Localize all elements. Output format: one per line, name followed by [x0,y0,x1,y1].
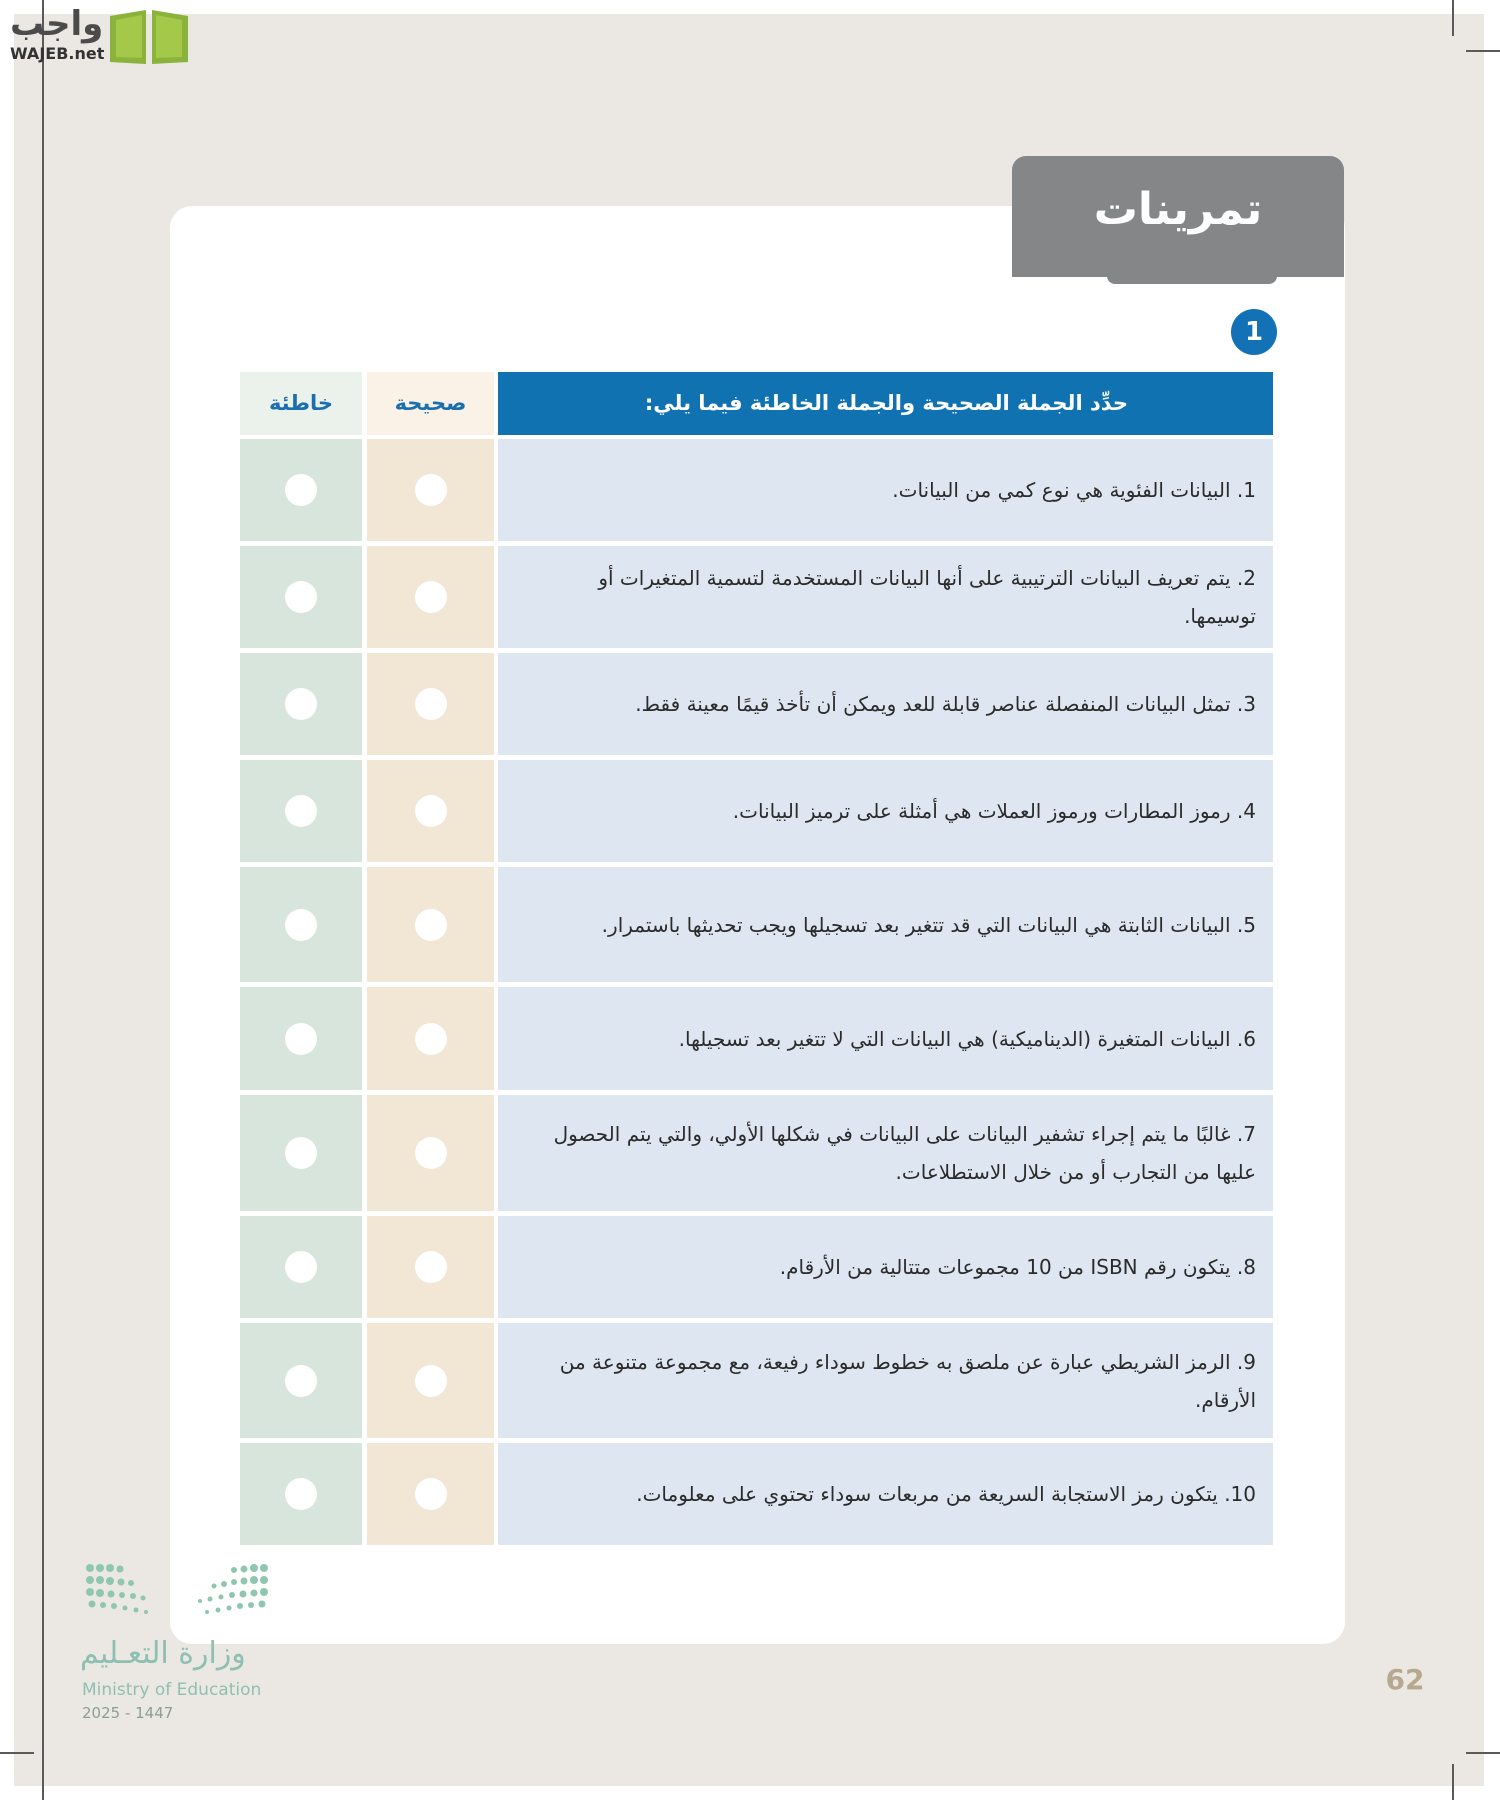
true-cell [367,987,494,1090]
table-row [240,760,1273,862]
statement-text: 2. يتم تعريف البيانات الترتيبية على أنها البيانات المستخدمة لتسمية المتغيرات أو توسيمها. [498,546,1273,648]
true-cell [367,546,494,648]
statement-text: 9. الرمز الشريطي عبارة عن ملصق به خطوط سوداء رفيعة، مع مجموعة متنوعة من الأرقام. [498,1323,1273,1438]
table-row [240,546,1273,648]
statement-text: 1. البيانات الفئوية هي نوع كمي من البيانات. [498,439,1273,541]
false-radio[interactable] [285,909,317,941]
logo-text-english: WAJEB.net [10,44,105,63]
false-cell [240,1095,362,1211]
false-radio[interactable] [285,1365,317,1397]
page-number: 62 [1385,1663,1425,1696]
table-header [240,372,1273,435]
false-radio[interactable] [285,581,317,613]
true-cell [367,439,494,541]
crop-mark [1452,1764,1454,1800]
true-radio[interactable] [415,795,447,827]
true-column-header: صحيحة [367,372,494,435]
false-cell [240,1216,362,1318]
false-cell [240,1323,362,1438]
ministry-dots-icon [84,1560,274,1622]
ministry-logo [80,1560,280,1730]
crop-mark [42,0,44,1800]
table-row [240,439,1273,541]
table-row [240,1216,1273,1318]
statement-text: 4. رموز المطارات ورموز العملات هي أمثلة على ترميز البيانات. [498,760,1273,862]
ministry-name-english: Ministry of Education [82,1680,262,1700]
false-radio[interactable] [285,1478,317,1510]
table-row [240,867,1273,982]
wajeb-logo[interactable] [10,4,190,66]
true-radio[interactable] [415,581,447,613]
false-radio[interactable] [285,474,317,506]
book-icon [108,6,190,66]
statement-text: 10. يتكون رمز الاستجابة السريعة من مربعات سوداء تحتوي على معلومات. [498,1443,1273,1545]
statement-text: 8. يتكون رقم ISBN من 10 مجموعات متتالية من الأرقام. [498,1216,1273,1318]
true-radio[interactable] [415,688,447,720]
crop-mark [1466,50,1500,52]
statement-text: 3. تمثل البيانات المنفصلة عناصر قابلة للعد ويمكن أن تأخذ قيمًا معينة فقط. [498,653,1273,755]
exercise-number-badge: 1 [1231,309,1277,355]
false-radio[interactable] [285,1137,317,1169]
table-row [240,1443,1273,1545]
true-cell [367,760,494,862]
section-title: تمرينات [1093,184,1263,235]
true-radio[interactable] [415,474,447,506]
true-cell [367,1323,494,1438]
false-cell [240,439,362,541]
true-radio[interactable] [415,1251,447,1283]
instruction-header: حدِّد الجملة الصحيحة والجملة الخاطئة فيما يلي: [498,372,1273,435]
true-cell [367,1443,494,1545]
false-cell [240,867,362,982]
false-cell [240,653,362,755]
false-radio[interactable] [285,1251,317,1283]
crop-mark [1466,1752,1500,1754]
statement-rows [240,439,1273,1550]
table-row [240,653,1273,755]
false-cell [240,1443,362,1545]
true-cell [367,1216,494,1318]
statement-text: 7. غالبًا ما يتم إجراء تشفير البيانات على البيانات في شكلها الأولي، والتي يتم الحصول عليها من التجارب أو من خلال الاستطلاعات. [498,1095,1273,1211]
true-radio[interactable] [415,1137,447,1169]
false-column-header: خاطئة [240,372,362,435]
true-cell [367,867,494,982]
logo-text-arabic: واجب [10,4,104,44]
false-cell [240,987,362,1090]
false-radio[interactable] [285,1023,317,1055]
true-radio[interactable] [415,1478,447,1510]
true-false-table [240,372,1273,1506]
false-cell [240,760,362,862]
true-cell [367,653,494,755]
true-cell [367,1095,494,1211]
crop-mark [0,1752,34,1754]
table-row [240,1095,1273,1211]
table-row [240,1323,1273,1438]
true-radio[interactable] [415,909,447,941]
false-radio[interactable] [285,795,317,827]
ministry-year: 2025 - 1447 [82,1704,174,1722]
crop-mark [1452,0,1454,36]
false-radio[interactable] [285,688,317,720]
false-cell [240,546,362,648]
true-radio[interactable] [415,1365,447,1397]
table-row [240,987,1273,1090]
statement-text: 5. البيانات الثابتة هي البيانات التي قد تتغير بعد تسجيلها ويجب تحديثها باستمرار. [498,867,1273,982]
true-radio[interactable] [415,1023,447,1055]
statement-text: 6. البيانات المتغيرة (الديناميكية) هي البيانات التي لا تتغير بعد تسجيلها. [498,987,1273,1090]
ministry-name-arabic: وزارة التعـليم [80,1636,246,1671]
